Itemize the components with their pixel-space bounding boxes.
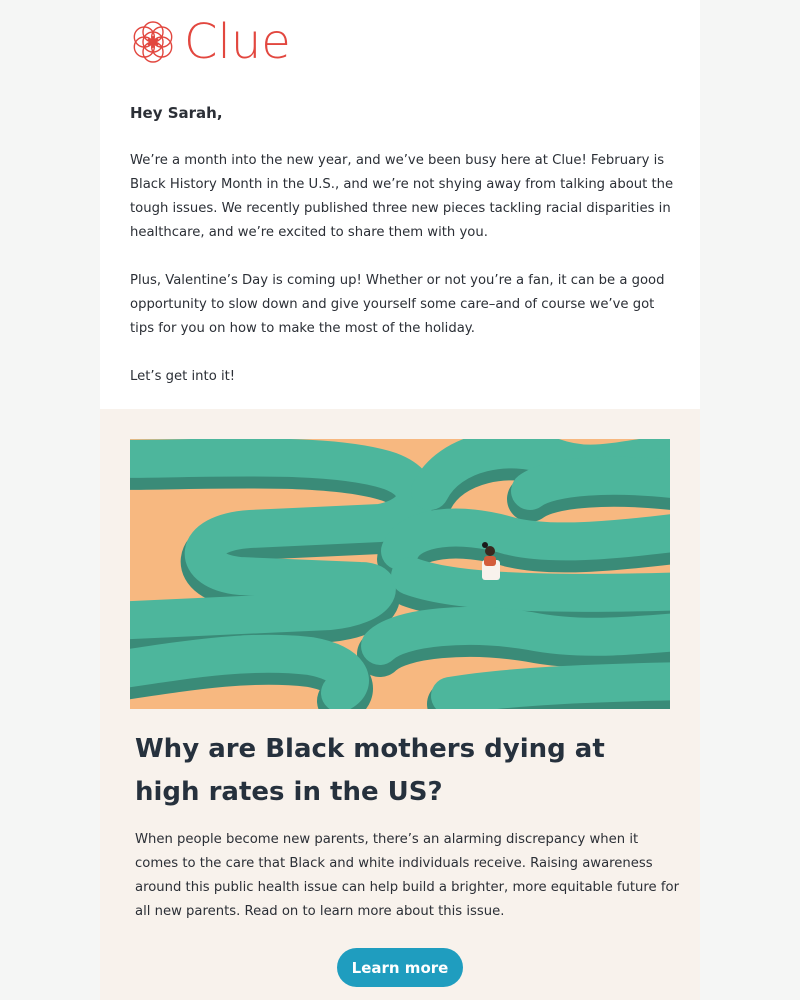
article-body: When people become new parents, there’s an alarming discrepancy when it comes to the care that Black and white individuals receive. Raising awareness around this public health issue can help build a brighter, more equitable future for all new parents. Read on to learn more about this issue. [135,832,679,919]
email-body [100,0,700,1000]
greeting: Hey Sarah, [130,104,223,122]
clue-logo[interactable] [130,14,291,70]
article-headline: Why are Black mothers dying at high rates in the US? [135,734,605,807]
flower-of-life-icon [130,18,176,66]
logo-wordmark: Clue [184,14,291,70]
intro-paragraph-2: Plus, Valentine’s Day is coming up! Whether or not you’re a fan, it can be a good opportunity to slow down and give yourself some care–and of course we’ve got tips for you on how to make the most of the holiday. [130,273,665,336]
maze-illustration[interactable] [130,439,670,709]
feature-article [100,409,700,1000]
learn-more-button[interactable]: Learn more [337,948,463,987]
intro-paragraph-1: We’re a month into the new year, and we’ve been busy here at Clue! February is Black History Month in the U.S., and we’re not shying away from talking about the tough issues. We recently published three new pieces tackling racial disparities in healthcare, and we’re excited to share them with you. [130,153,674,240]
intro-paragraph-3: Let’s get into it! [130,369,236,384]
email-header-section [100,0,700,409]
maze-illustration-art [130,439,670,709]
